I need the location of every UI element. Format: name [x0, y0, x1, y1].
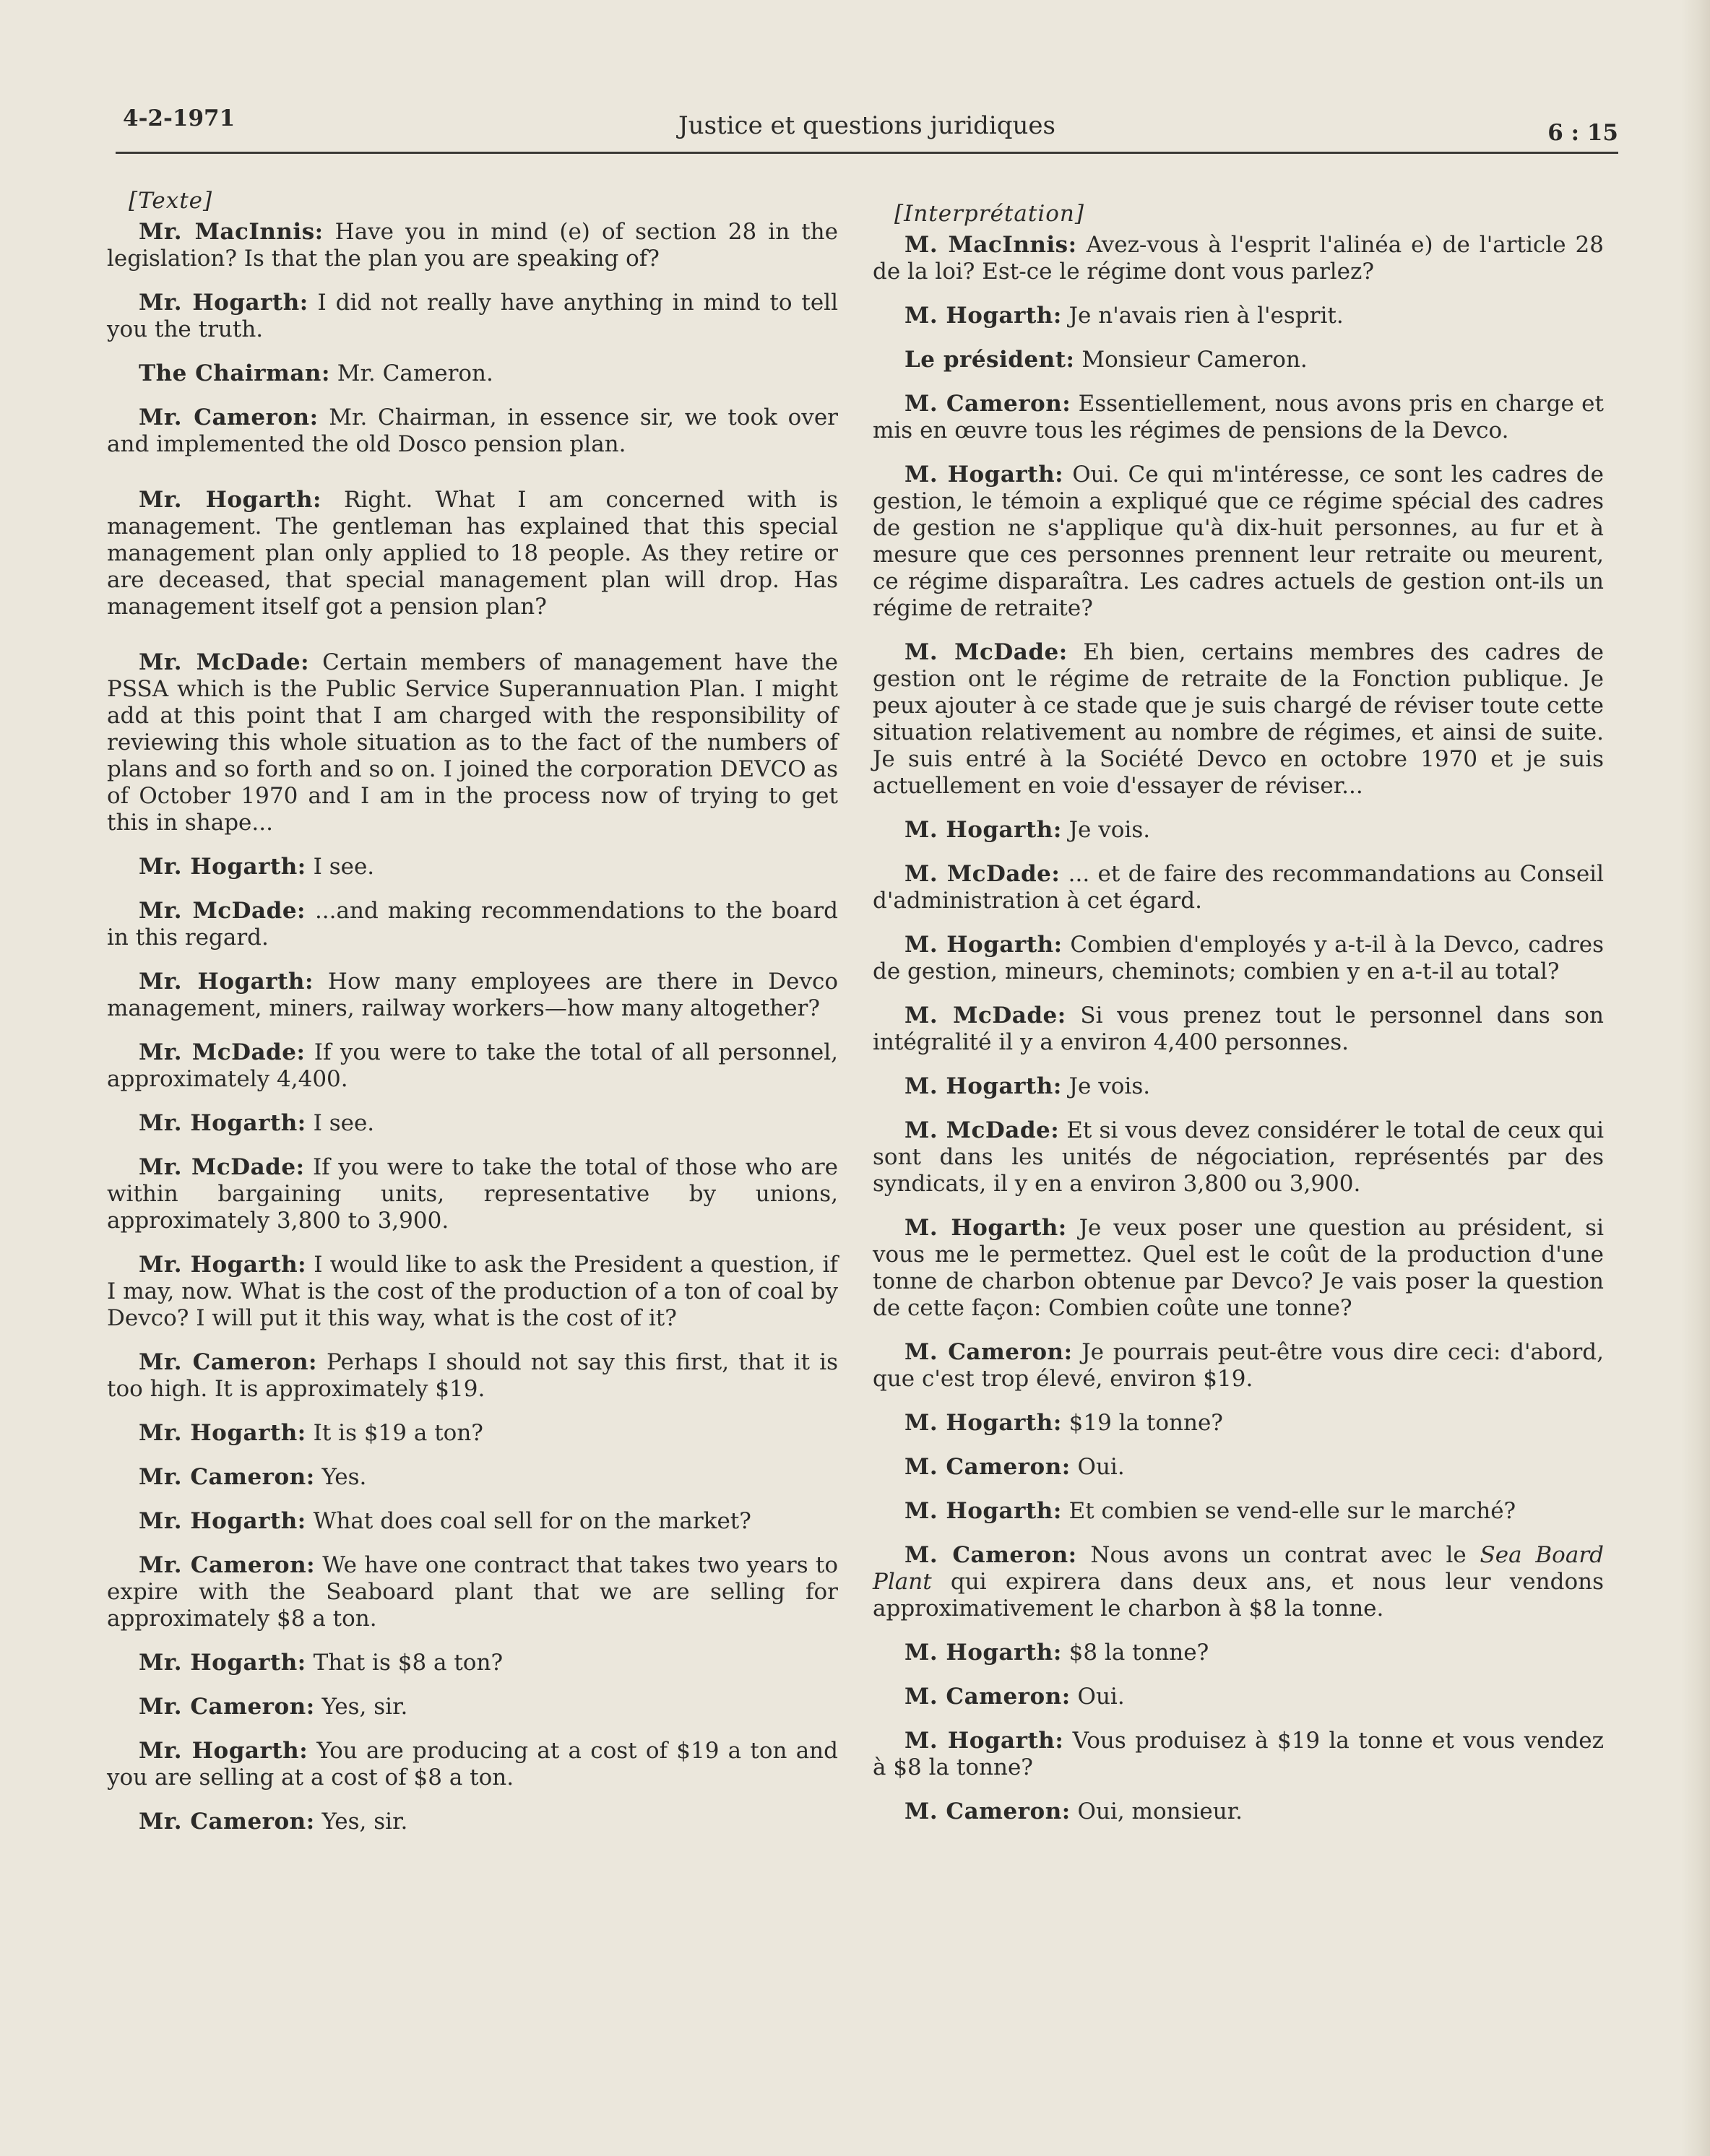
speaker-name: Mr. Hogarth:: [139, 487, 321, 513]
speaker-name: Mr. Cameron:: [139, 1552, 316, 1578]
speech-entry: [107, 1464, 838, 1491]
speaker-name: Mr. Hogarth:: [139, 1252, 307, 1278]
speech-entry: [107, 219, 838, 272]
speech-entry: [873, 1640, 1604, 1666]
speech-entry: [107, 1154, 838, 1234]
speech-entry: [107, 1694, 838, 1720]
speaker-name: M. McDade:: [904, 1003, 1066, 1029]
speaker-name: M. Cameron:: [904, 391, 1071, 417]
speech-text: Je vois.: [1061, 817, 1151, 843]
speech-entry: [873, 1728, 1604, 1781]
speech-entry: [107, 1039, 838, 1093]
speech-text: That is $8 a ton?: [306, 1650, 504, 1676]
speech-entry: [107, 1552, 838, 1632]
speech-text: Je veux poser une question au président, si vous me le permettez. Quel est le coût de la production d'une tonne de charbon obtenue par Devco? Je vais poser la question de cette façon: Combien coûte une tonne?: [873, 1215, 1605, 1321]
speaker-name: M. McDade:: [904, 639, 1068, 665]
speech-text: Yes, sir.: [314, 1694, 408, 1720]
speaker-name: M. Hogarth:: [904, 1215, 1067, 1241]
speech-entry: [107, 360, 838, 387]
speaker-name: M. Hogarth:: [904, 1073, 1062, 1099]
speech-text: ...and making recommendations to the board in this regard.: [107, 898, 839, 951]
speech-text: Perhaps I should not say this first, that it is too high. It is approximately $19.: [107, 1349, 838, 1402]
speech-text: Right. What I am concerned with is management. The gentleman has explained that this special management plan only applied to 18 people. As they retire or are deceased, that special management plan will drop. Has management itself got a pension plan?: [107, 487, 838, 620]
speaker-name: Mr. McDade:: [139, 649, 310, 675]
speech-entry: [107, 487, 838, 620]
header-page-number: 6 : 15: [1547, 120, 1618, 146]
speech-entry: [107, 1809, 838, 1835]
speech-text: Mr. Chairman, in essence sir, we took over and implemented the old Dosco pension plan.: [107, 404, 838, 457]
page-edge: [1681, 0, 1710, 2156]
speech-text: Je vois.: [1061, 1073, 1151, 1099]
speech-entry: [873, 1073, 1604, 1100]
speech-text: We have one contract that takes two years to expire with the Seaboard plant that we are selling for approximately $8 a ton.: [107, 1552, 838, 1632]
speech-text: qui expirera dans deux ans, et nous leur vendons approximativement le charbon à $8 la tonne.: [873, 1569, 1604, 1622]
speaker-name: M. Hogarth:: [904, 817, 1062, 843]
speech-text: Have you in mind (e) of section 28 in the legislation? Is that the plan you are speaking of?: [107, 219, 838, 272]
speaker-name: Mr. Hogarth:: [139, 1110, 306, 1136]
speech-text: Et combien se vend-elle sur le marché?: [1061, 1498, 1516, 1524]
speech-entry: [107, 404, 838, 458]
speech-entry: [107, 1508, 838, 1535]
speech-text: Vous produisez à $19 la tonne et vous vendez à $8 la tonne?: [873, 1728, 1604, 1780]
speech-text: If you were to take the total of all personnel, approximately 4,400.: [107, 1039, 838, 1092]
speech-entry: [873, 639, 1604, 800]
speech-text: Oui. Ce qui m'intéresse, ce sont les cadres de gestion, le témoin a expliqué que ce régime spécial des cadres de gestion ne s'applique qu'à dix-huit personnes, au fur et à mesure que ces personnes prennent leur retraite ou meurent, ce régime disparaîtra. Les cadres actuels de gestion ont-ils un régime de retraite?: [873, 462, 1604, 621]
speech-text: I did not really have anything in mind to tell you the truth.: [107, 290, 838, 342]
speech-entry: [873, 1003, 1604, 1056]
speech-text: Avez-vous à l'esprit l'alinéa e) de l'article 28 de la loi? Est-ce le régime dont vous parlez?: [873, 232, 1604, 285]
speech-entry: [873, 391, 1604, 444]
speaker-name: Mr. McDade:: [139, 1039, 306, 1065]
speech-entry: [873, 1117, 1604, 1198]
speech-entry: [107, 290, 838, 343]
language-tag: [Texte]: [129, 188, 213, 214]
speech-text: Essentiellement, nous avons pris en charge et mis en œuvre tous les régimes de pensions de la Devco.: [873, 391, 1604, 443]
speaker-name: M. Hogarth:: [904, 303, 1062, 329]
speech-text: What does coal sell for on the market?: [306, 1508, 751, 1534]
speech-text: Eh bien, certains membres des cadres de gestion ont le régime de retraite de la Fonction publique. Je peux ajouter à ce stade que je suis chargé de réviser toute cette situation relativement au nombre de régimes, et ainsi de suite. Je suis entré à la Société Devco en octobre 1970 et je suis actuellement en voie d'essayer de réviser...: [873, 639, 1604, 799]
speaker-name: M. Cameron:: [904, 1684, 1071, 1710]
speech-text: Yes.: [314, 1464, 367, 1490]
speaker-name: Mr. Hogarth:: [139, 1738, 308, 1764]
speaker-name: M. Hogarth:: [904, 1640, 1062, 1666]
speaker-name: M. MacInnis:: [904, 232, 1077, 258]
speaker-name: M. McDade:: [904, 1117, 1060, 1143]
speech-entry: [107, 1252, 838, 1332]
speech-entry: [873, 347, 1604, 373]
header-title: Justice et questions juridiques: [678, 111, 1055, 140]
speech-text: I would like to ask the President a question, if I may, now. What is the cost of the production of a ton of coal by Devco? I will put it this way, what is the cost of it?: [107, 1252, 838, 1331]
speaker-name: M. Cameron:: [904, 1542, 1077, 1568]
speech-entry: [873, 1339, 1604, 1393]
speaker-name: M. Hogarth:: [904, 462, 1064, 488]
speaker-name: Mr. Hogarth:: [139, 1420, 306, 1446]
french-column: [873, 188, 1604, 1843]
speaker-name: M. Hogarth:: [904, 1410, 1062, 1436]
speaker-name: Mr. Hogarth:: [139, 1650, 306, 1676]
speaker-name: Mr. Hogarth:: [139, 854, 306, 880]
speaker-name: Le président:: [904, 347, 1075, 373]
speech-entry: [873, 1798, 1604, 1825]
speech-text: Je n'avais rien à l'esprit.: [1061, 303, 1344, 329]
speech-text: Nous avons un contrat avec le: [1076, 1542, 1480, 1568]
speech-text: I see.: [306, 854, 375, 880]
speech-entry: [873, 1684, 1604, 1710]
speech-entry: [873, 861, 1604, 914]
speaker-name: Mr. McDade:: [139, 898, 306, 924]
speech-text: Oui.: [1070, 1454, 1125, 1480]
speech-text: It is $19 a ton?: [306, 1420, 483, 1446]
speaker-name: Mr. McDade:: [139, 1154, 305, 1180]
speech-entry: [107, 1420, 838, 1447]
speech-text: You are producing at a cost of $19 a ton and you are selling at a cost of $8 a ton.: [107, 1738, 838, 1791]
speaker-name: M. Hogarth:: [904, 1728, 1064, 1754]
speaker-name: Mr. Cameron:: [139, 1349, 317, 1375]
speech-entry: [107, 1349, 838, 1403]
transcript-list: [107, 219, 838, 1835]
speech-text: How many employees are there in Devco management, miners, railway workers—how many altogether?: [107, 969, 839, 1021]
speaker-name: The Chairman:: [139, 360, 330, 386]
speech-text: If you were to take the total of those who are within bargaining units, representative by unions, approximately 3,800 to 3,900.: [107, 1154, 839, 1234]
speech-entry: [873, 1542, 1604, 1622]
speaker-name: M. Cameron:: [904, 1339, 1073, 1365]
speaker-name: Mr. MacInnis:: [139, 219, 324, 245]
speech-text: Et si vous devez considérer le total de ceux qui sont dans les unités de négociation, représentés par des syndicats, il y en a environ 3,800 ou 3,900.: [873, 1117, 1604, 1197]
speaker-name: Mr. Hogarth:: [139, 969, 314, 995]
speech-text: Oui.: [1070, 1684, 1125, 1710]
speech-text: ... et de faire des recommandations au Conseil d'administration à cet égard.: [873, 861, 1604, 914]
speech-text: Je pourrais peut-être vous dire ceci: d'abord, que c'est trop élevé, environ $19.: [873, 1339, 1604, 1392]
speaker-name: M. McDade:: [904, 861, 1061, 887]
speech-entry: [107, 1738, 838, 1791]
speech-entry: [107, 1650, 838, 1676]
speech-entry: [873, 1410, 1604, 1437]
speaker-name: M. Hogarth:: [904, 1498, 1062, 1524]
speech-text: Yes, sir.: [314, 1809, 408, 1835]
speech-entry: [873, 1498, 1604, 1525]
speaker-name: M. Cameron:: [904, 1454, 1071, 1480]
speaker-name: Mr. Cameron:: [139, 1464, 315, 1490]
english-column: [107, 188, 838, 1853]
speech-entry: [107, 969, 838, 1022]
speech-entry: [107, 898, 838, 951]
speech-entry: [873, 817, 1604, 844]
speech-text: Si vous prenez tout le personnel dans son intégralité il y a environ 4,400 personnes.: [873, 1003, 1604, 1055]
speaker-name: Mr. Cameron:: [139, 1694, 315, 1720]
transcript-list: [873, 232, 1604, 1825]
speech-entry: [873, 1215, 1604, 1322]
speech-text: $8 la tonne?: [1061, 1640, 1209, 1666]
speech-entry: [107, 649, 838, 836]
speaker-name: Mr. Cameron:: [139, 1809, 315, 1835]
speech-text: I see.: [306, 1110, 375, 1136]
speech-entry: [873, 303, 1604, 329]
speech-entry: [873, 462, 1604, 622]
header-date: 4-2-1971: [123, 105, 236, 131]
speech-entry: [873, 932, 1604, 985]
speech-entry: [873, 232, 1604, 285]
italic-title: Sea Board Plant: [873, 1542, 1604, 1595]
speech-text: Combien d'employés y a-t-il à la Devco, cadres de gestion, mineurs, cheminots; combien y en a-t-il au total?: [873, 932, 1604, 984]
page-header: [116, 101, 1618, 154]
speech-text: Mr. Cameron.: [329, 360, 493, 386]
speaker-name: Mr. Cameron:: [139, 404, 319, 430]
speech-text: Certain members of management have the PSSA which is the Public Service Superannuation Plan. I might add at this point that I am charged with the responsibility of reviewing this whole situation as to the fact of the numbers of plans and so forth and so on. I joined the corporation DEVCO as of October 1970 and I am in the process now of trying to get this in shape...: [107, 649, 839, 836]
speaker-name: M. Hogarth:: [904, 932, 1063, 958]
speech-text: Monsieur Cameron.: [1074, 347, 1308, 373]
speech-text: $19 la tonne?: [1061, 1410, 1223, 1436]
speaker-name: Mr. Hogarth:: [139, 1508, 306, 1534]
language-tag: [Interprétation]: [894, 201, 1084, 227]
speech-entry: [107, 854, 838, 880]
speech-entry: [873, 1454, 1604, 1481]
speech-text: Oui, monsieur.: [1070, 1798, 1243, 1824]
speech-entry: [107, 1110, 838, 1137]
speaker-name: Mr. Hogarth:: [139, 290, 308, 316]
speaker-name: M. Cameron:: [904, 1798, 1071, 1824]
